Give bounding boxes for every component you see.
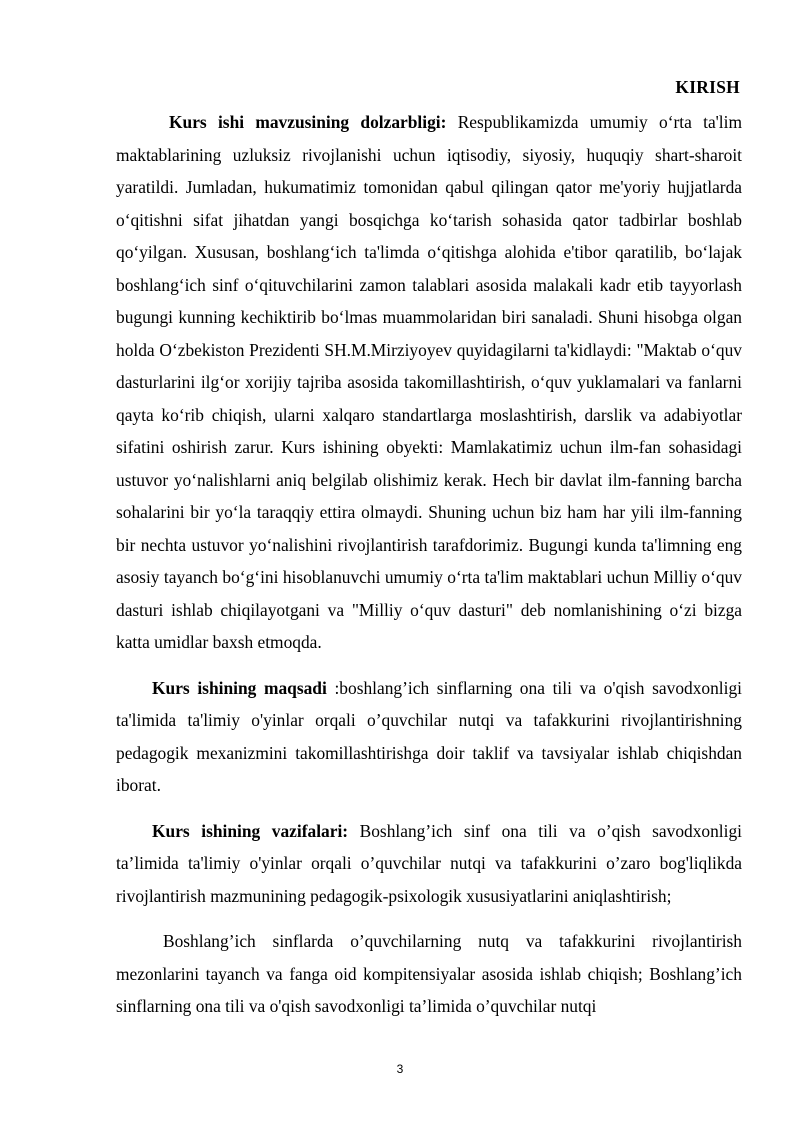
intro-text: Respublikamizda umumiy o‘rta ta'lim maktablarining uzluksiz rivojlanishi uchun iqtisodiy, siyosiy, huquqiy shart-sharoit yaratildi. Jumladan, hukumatimiz tomonidan qabul qilingan qator me'yoriy hujjatlarda o‘qitishni sifat jihatdan yangi bosqichga ko‘tarish sohasida qator tadbirlar boshlab qo‘yilgan. Xususan, boshlang‘ich ta'limda o‘qitishga alohida e'tibor qaratilib, bo‘lajak boshlang‘ich sinf o‘qituvchilarini zamon talablari asosida malakali kadr etib tayyorlash bugungi kunning kechiktirib bo‘lmas muammolaridan biri sanaladi. Shuni hisobga olgan holda O‘zbekiston Prezidenti SH.M.Mirziyoyev quyidagilarni ta'kidlaydi: "Maktab o‘quv dasturlarini ilg‘or xorijiy tajriba asosida takomillashtirish, o‘quv yuklamalari va fanlarni qayta ko‘rib chiqish, ularni xalqaro standartlarga moslashtirish, darslik va adabiyotlar sifatini oshirish zarur. Kurs ishining obyekti: Mamlakatimiz uchun ilm-fan sohasidagi ustuvor yo‘nalishlarni aniq belgilab olishimiz kerak. Hech bir davlat ilm-fanning barcha sohalarini bir yo‘la taraqqiy ettira olmaydi. Shuning uchun biz ham har yili ilm-fanning bir nechta ustuvor yo‘nalishini rivojlantirish tarafdorimiz. Bugungi kunda ta'limning eng asosiy tayanch bo‘g‘ini hisoblanuvchi umumiy o‘rta ta'lim maktablari uchun Milliy o‘quv dasturi ishlab chiqilayotgani va "Milliy o‘quv dasturi" deb nomlanishining o‘zi bizga katta umidlar baxsh etmoqda. <box>116 112 742 652</box>
goal-paragraph <box>116 672 742 802</box>
document-body <box>116 106 742 1023</box>
tasks-paragraph <box>116 815 742 913</box>
criteria-paragraph <box>116 925 742 1023</box>
intro-label: Kurs ishi mavzusining dolzarbligi: <box>169 112 447 132</box>
criteria-continuation: Boshlang’ich sinflarning ona tili va o'qish savodxonligi ta’limida o’quvchilar nutqi <box>116 963 742 1016</box>
section-heading: KIRISH <box>675 77 740 97</box>
goal-label: Kurs ishining maqsadi <box>152 677 327 698</box>
page-number: 3 <box>396 1062 404 1076</box>
criteria-text: Boshlang’ich sinflarda o’quvchilarning nutq va tafakkurini rivojlantirish mezonlarini tayanch va fanga oid kompitensiyalar asosida ishlab chiqish; <box>116 931 742 984</box>
intro-paragraph <box>116 106 742 659</box>
tasks-text: Boshlang’ich sinf ona tili va o’qish savodxonligi ta’limida ta'limiy o'yinlar orqali o’quvchilar nutqi va tafakkurini o’zaro bog'liqlikda rivojlantirish mazmunining pedagogik-psixologik xususiyatlarini aniqlashtirish; <box>116 820 742 906</box>
tasks-label: Kurs ishining vazifalari: <box>152 820 349 841</box>
goal-text: :boshlang’ich sinflarning ona tili va o'qish savodxonligi ta'limida ta'limiy o'yinlar orqali o’quvchilar nutqi va tafakkurini rivojlantirishning pedagogik mexanizmini takomillashtirishga doir taklif va tavsiyalar ishlab chiqishdan iborat. <box>116 677 742 795</box>
